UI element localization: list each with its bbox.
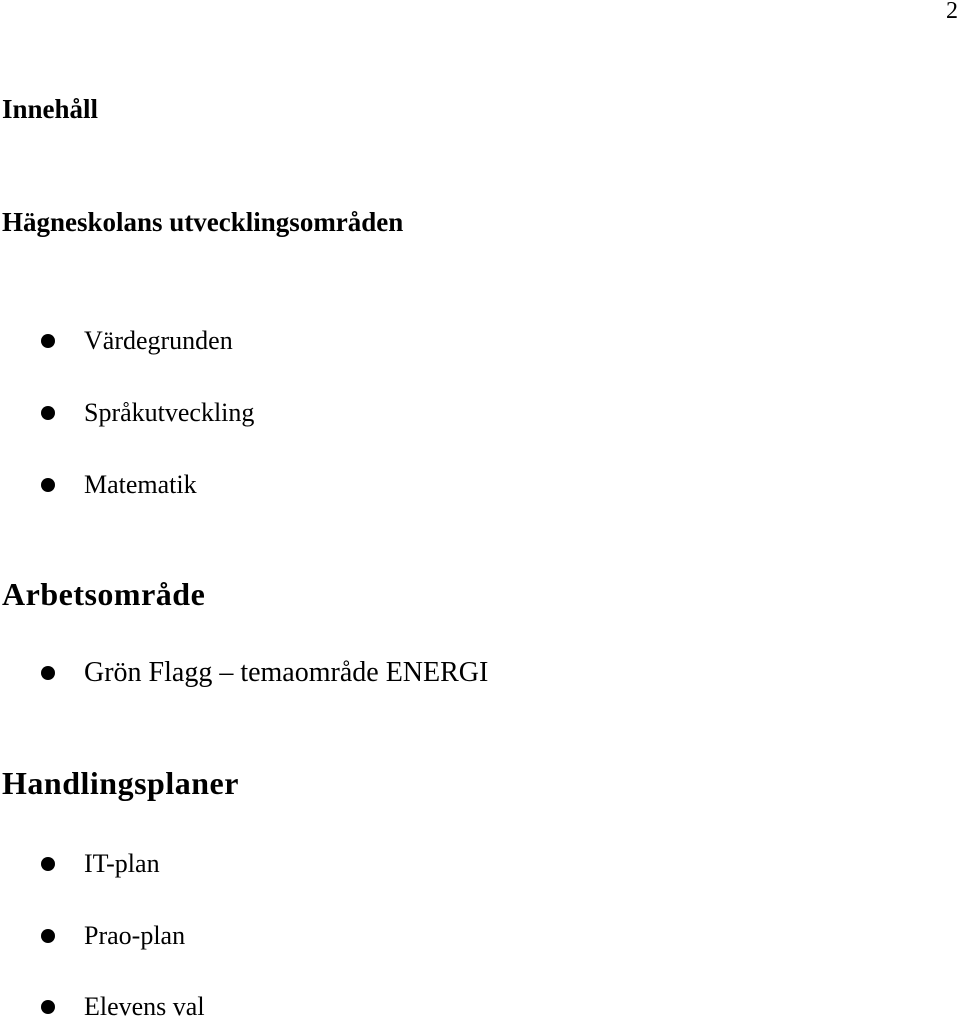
bullet-icon xyxy=(41,334,55,348)
list-item-label: Värdegrunden xyxy=(84,326,233,355)
bullet-icon xyxy=(41,857,55,871)
bullet-icon xyxy=(41,929,55,943)
section-title-arbetsomrade: Arbetsområde xyxy=(2,576,206,612)
list-item-label: IT-plan xyxy=(84,849,160,878)
list-item-label: Elevens val xyxy=(84,992,205,1021)
section-title-utvecklingsomraden: Hägneskolans utvecklingsområden xyxy=(2,207,404,237)
list-item-label: Matematik xyxy=(84,470,197,499)
bullet-icon xyxy=(41,478,55,492)
bullet-icon xyxy=(41,406,55,420)
list-item-label: Prao-plan xyxy=(84,921,186,950)
page-title: Innehåll xyxy=(2,94,99,124)
section-title-handlingsplaner: Handlingsplaner xyxy=(2,765,239,801)
list-item-label: Språkutveckling xyxy=(84,398,255,427)
list-item-label: Grön Flagg – temaområde ENERGI xyxy=(84,657,489,688)
page-number: 2 xyxy=(946,0,958,24)
bullet-icon xyxy=(41,1000,55,1014)
bullet-icon xyxy=(41,666,55,680)
